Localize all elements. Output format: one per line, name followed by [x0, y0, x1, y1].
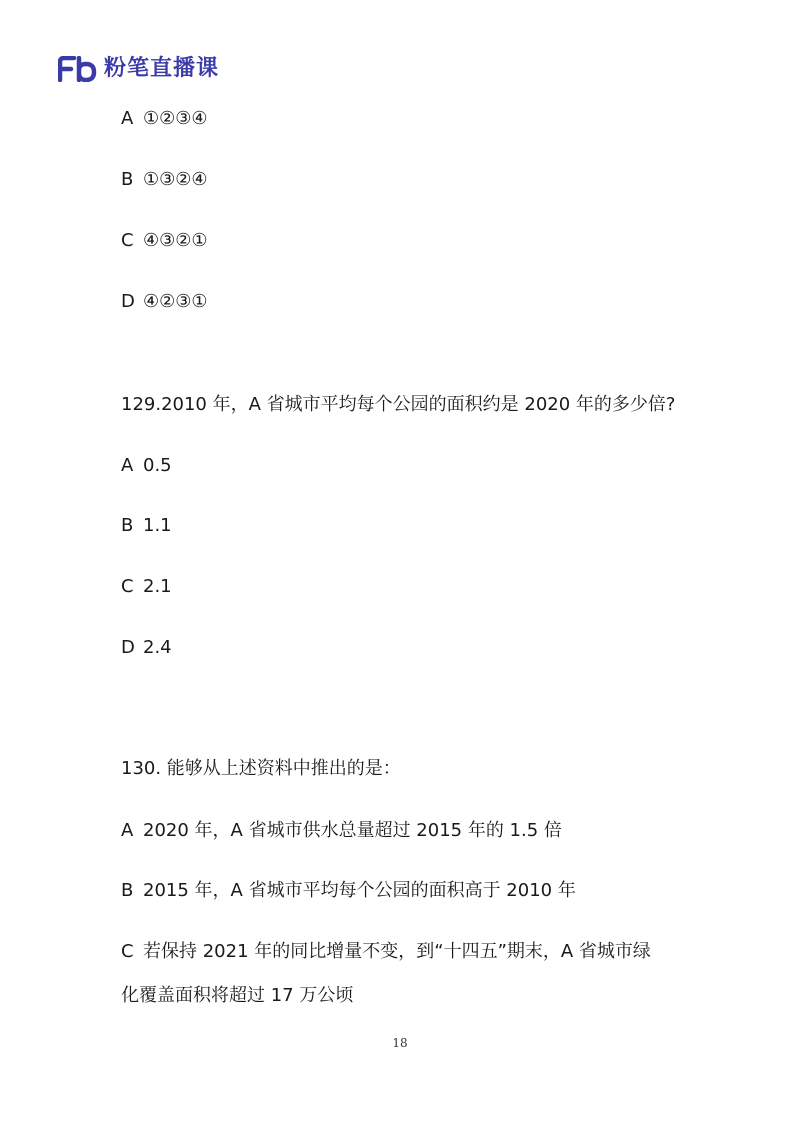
option-letter: C	[121, 941, 134, 962]
option-letter: C	[121, 230, 134, 251]
option-text: ①③②④	[143, 169, 208, 190]
option-text: ④③②①	[143, 230, 208, 251]
option-a[interactable]	[121, 453, 172, 479]
option-d[interactable]	[121, 289, 208, 315]
option-text: 2020 年，A 省城市供水总量超过 2015 年的 1.5 倍	[143, 820, 562, 841]
option-c[interactable]	[121, 228, 208, 254]
option-letter: B	[121, 169, 134, 190]
brand-logo	[58, 54, 219, 84]
option-text: ①②③④	[143, 108, 208, 129]
option-b[interactable]	[121, 878, 576, 904]
option-letter: B	[121, 880, 134, 901]
page-number: 18	[392, 1036, 408, 1050]
option-letter: A	[121, 820, 134, 841]
option-a[interactable]	[121, 818, 562, 844]
option-letter: A	[121, 108, 134, 129]
option-text: 1.1	[143, 515, 172, 536]
option-text: 2015 年，A 省城市平均每个公园的面积高于 2010 年	[143, 880, 576, 901]
question-stem: 130. 能够从上述资料中推出的是：	[121, 758, 401, 779]
option-b[interactable]	[121, 167, 208, 193]
option-letter: A	[121, 455, 134, 476]
option-text: 2.4	[143, 637, 172, 658]
option-letter: C	[121, 576, 134, 597]
brand-name: 粉笔直播课	[104, 56, 220, 81]
option-text: 若保持 2021 年的同比增量不变，到“十四五”期末，A 省城市绿	[143, 941, 651, 962]
option-text: 2.1	[143, 576, 172, 597]
option-d[interactable]	[121, 635, 172, 661]
fb-logo-icon	[58, 56, 98, 82]
option-c[interactable]	[121, 574, 172, 600]
option-c[interactable]	[121, 939, 651, 965]
option-letter: D	[121, 637, 135, 658]
option-c-continuation: 化覆盖面积将超过 17 万公顷	[121, 985, 354, 1006]
option-b[interactable]	[121, 513, 172, 539]
option-letter: D	[121, 291, 135, 312]
option-text: 0.5	[143, 455, 172, 476]
option-text: ④②③①	[143, 291, 208, 312]
option-letter: B	[121, 515, 134, 536]
option-a[interactable]	[121, 106, 208, 132]
question-stem: 129.2010 年，A 省城市平均每个公园的面积约是 2020 年的多少倍?	[121, 394, 676, 415]
